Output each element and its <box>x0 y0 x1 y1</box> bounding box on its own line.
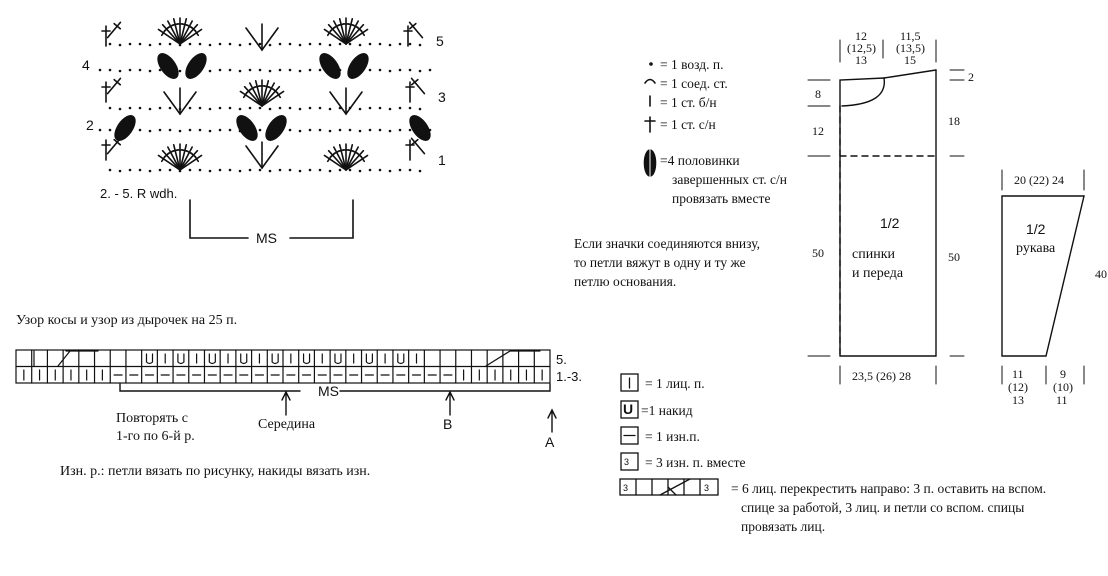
leaf-cluster <box>154 51 182 82</box>
chain-stitch <box>229 43 232 46</box>
chain-stitch <box>399 107 402 110</box>
center-label: Середина <box>258 417 316 432</box>
chain-stitch <box>379 169 382 172</box>
chain-stitch <box>299 44 302 47</box>
chain-stitch <box>319 129 322 132</box>
legend-yo: =1 накид <box>641 403 693 418</box>
chain-stitch <box>319 69 322 72</box>
chain-stitch <box>199 43 202 46</box>
chain-stitch <box>359 130 362 133</box>
sleeve-bottom-right-c: 11 <box>1056 393 1068 407</box>
chain-stitch <box>399 169 402 172</box>
chain-stitch <box>119 44 122 47</box>
cable-row-5: 5. <box>556 352 567 367</box>
chain-stitch <box>169 107 172 110</box>
marker-a: A <box>545 434 555 450</box>
yarn-over-mark <box>398 354 404 364</box>
sleeve-half-label: 1/2 <box>1026 221 1046 237</box>
cable-row-1-3: 1.-3. <box>556 369 583 384</box>
crochet-row-2: 2 <box>86 117 94 133</box>
chain-stitch <box>149 130 152 133</box>
chain-stitch <box>139 169 142 172</box>
yarn-over-mark <box>366 354 372 364</box>
body-dim-8: 8 <box>815 87 821 101</box>
edge-dc-right <box>407 20 426 40</box>
chain-stitch <box>219 69 222 72</box>
legend-sc: = 1 ст. б/н <box>660 95 717 110</box>
chain-stitch <box>209 108 212 111</box>
chain-stitch <box>339 43 342 46</box>
chain-stitch <box>259 129 262 132</box>
crochet-row-4: 4 <box>82 57 90 73</box>
chain-stitch <box>149 108 152 111</box>
body-top-left-b: (12,5) <box>847 41 876 55</box>
chain-stitch <box>159 43 162 46</box>
body-top-right-b: (13,5) <box>896 41 925 55</box>
chain-stitch <box>139 43 142 46</box>
chain-stitch <box>169 169 172 172</box>
chain-stitch <box>419 44 422 47</box>
chain-stitch <box>309 129 312 132</box>
chain-stitch <box>259 107 262 110</box>
chain-stitch <box>189 107 192 110</box>
crochet-ms-label: MS <box>256 230 277 246</box>
chain-stitch <box>99 69 102 72</box>
chain-stitch <box>379 43 382 46</box>
chain-stitch <box>259 69 262 72</box>
crochet-rows-note: 2. - 5. R wdh. <box>100 186 178 201</box>
edge-dc-left <box>105 76 124 96</box>
chain-stitch <box>349 129 352 132</box>
chain-stitch <box>399 129 402 132</box>
fan <box>324 144 367 170</box>
body-bottom-width: 23,5 (26) 28 <box>852 369 911 383</box>
chain-stitch <box>319 107 322 110</box>
chain-stitch <box>329 108 332 111</box>
chain-stitch <box>309 107 312 110</box>
repeat-note-2: 1-го по 6-й р. <box>116 429 195 444</box>
chain-stitch <box>279 43 282 46</box>
body-dim-50-right: 50 <box>948 250 960 264</box>
sleeve-bottom-right-b: (10) <box>1053 380 1073 394</box>
chain-stitch <box>129 69 132 72</box>
chain-stitch <box>369 69 372 72</box>
legend-cable-2: спице за работой, 3 лиц. и петли со вспом. спицы <box>741 500 1025 515</box>
body-top-right-a: 11,5 <box>900 29 921 43</box>
repeat-note-1: Повторять с <box>116 411 188 426</box>
chain-stitch <box>159 169 162 172</box>
chain-stitch <box>369 169 372 172</box>
legend-slip: = 1 соед. ст. <box>660 76 728 91</box>
chain-stitch <box>389 44 392 47</box>
chain-stitch <box>159 107 162 110</box>
edge-dc-left <box>102 140 110 160</box>
yarn-over-mark <box>304 354 310 364</box>
legend-note-2: то петли вяжут в одну и ту же <box>574 255 746 270</box>
chain-stitch <box>199 107 202 110</box>
chain-stitch <box>159 129 162 132</box>
legend-p3tog: = 3 изн. п. вместе <box>645 455 746 470</box>
legend-yo-symbol: U <box>623 401 634 417</box>
cable-ms-label: MS <box>318 383 339 399</box>
sleeve-bottom-right-a: 9 <box>1060 367 1066 381</box>
chain-stitch <box>219 107 222 110</box>
crochet-legend-symbols <box>645 62 656 177</box>
crochet-row-1: 1 <box>438 152 446 168</box>
leaf-cluster <box>316 51 344 82</box>
chain-stitch <box>209 170 212 173</box>
edge-dc-left <box>105 20 124 40</box>
chain-stitch <box>269 170 272 173</box>
body-dim-2: 2 <box>968 70 974 84</box>
chain-stitch <box>109 43 112 46</box>
v-stitch <box>330 88 362 114</box>
chain-stitch <box>299 170 302 173</box>
yarn-over-mark <box>178 354 184 364</box>
chain-stitch <box>409 107 412 110</box>
yarn-over-mark <box>335 354 341 364</box>
chain-stitch <box>409 129 412 132</box>
sleeve-bottom-left-a: 11 <box>1012 367 1024 381</box>
body-half-label: 1/2 <box>880 215 900 231</box>
chain-stitch <box>139 69 142 72</box>
chain-stitch <box>389 170 392 173</box>
chain-stitch <box>389 70 392 73</box>
body-dim-12: 12 <box>812 124 824 138</box>
legend-leaf-2: завершенных ст. с/н <box>672 172 787 187</box>
fan <box>240 80 283 106</box>
chain-stitch <box>329 44 332 47</box>
chain-stitch <box>289 107 292 110</box>
chain-stitch <box>369 107 372 110</box>
chain-stitch <box>359 108 362 111</box>
chain-stitch <box>239 108 242 111</box>
legend-cable-3: провязать лиц. <box>741 519 826 534</box>
chain-stitch <box>349 169 352 172</box>
sleeve-bottom-left-b: (12) <box>1008 380 1028 394</box>
chain-stitch <box>299 108 302 111</box>
body-top-left-c: 13 <box>855 53 867 67</box>
chain-stitch <box>429 69 432 72</box>
v-stitch <box>246 142 278 168</box>
body-dim-50-left: 50 <box>812 246 824 260</box>
chain-stitch <box>309 43 312 46</box>
chain-stitch <box>409 43 412 46</box>
chain-stitch <box>369 129 372 132</box>
chain-stitch <box>119 108 122 111</box>
chain-stitch <box>249 107 252 110</box>
chain-stitch <box>419 170 422 173</box>
chain-stitch <box>179 70 182 73</box>
crochet-row-3: 3 <box>438 89 446 105</box>
chain-stitch <box>289 43 292 46</box>
edge-dc-right <box>409 76 428 96</box>
legend-knit: = 1 лиц. п. <box>645 376 705 391</box>
chain-stitch <box>329 130 332 133</box>
leaf-cluster <box>262 113 290 144</box>
chain-stitch <box>399 69 402 72</box>
body-dim-18: 18 <box>948 114 960 128</box>
chain-stitch <box>209 130 212 133</box>
chain-stitch <box>189 43 192 46</box>
chain-stitch <box>319 169 322 172</box>
chain-stitch <box>109 69 112 72</box>
chain-stitch <box>379 129 382 132</box>
crochet-chart <box>99 18 434 172</box>
chain-stitch <box>169 43 172 46</box>
chain-stitch <box>329 170 332 173</box>
chain-stitch <box>289 169 292 172</box>
chain-stitch <box>209 44 212 47</box>
chain-stitch <box>139 129 142 132</box>
chain-stitch <box>299 130 302 133</box>
chain-stitch <box>309 169 312 172</box>
chain-stitch <box>129 169 132 172</box>
cable-title: Узор косы и узор из дырочек на 25 п. <box>16 313 238 328</box>
wrong-side-note: Изн. р.: петли вязать по рисунку, накиды вязать изн. <box>60 464 371 479</box>
chain-stitch <box>239 70 242 73</box>
chain-stitch <box>349 43 352 46</box>
chain-stitch <box>229 169 232 172</box>
chain-stitch <box>319 43 322 46</box>
chain-stitch <box>269 108 272 111</box>
leaf-cluster <box>111 113 139 144</box>
fan <box>324 18 367 44</box>
leaf-cluster <box>182 51 210 82</box>
chain-stitch <box>279 69 282 72</box>
chain-stitch <box>369 43 372 46</box>
legend-p3tog-symbol: 3 <box>624 457 630 467</box>
chain-stitch <box>409 69 412 72</box>
chain-stitch <box>119 170 122 173</box>
yarn-over-mark <box>272 354 278 364</box>
body-top-right-c: 15 <box>904 53 916 67</box>
chain-stitch <box>169 129 172 132</box>
chain-stitch <box>229 69 232 72</box>
chain-stitch <box>219 169 222 172</box>
leaf-cluster <box>406 113 434 144</box>
sleeve-bottom-left-c: 13 <box>1012 393 1024 407</box>
chain-stitch <box>389 130 392 133</box>
chain-stitch <box>109 107 112 110</box>
chain-stitch <box>269 44 272 47</box>
chain-stitch <box>259 169 262 172</box>
chain-stitch <box>189 169 192 172</box>
chain-stitch <box>279 107 282 110</box>
sleeve-top-width: 20 (22) 24 <box>1014 173 1064 187</box>
fan <box>158 144 201 170</box>
chain-stitch <box>189 129 192 132</box>
chain-stitch <box>199 169 202 172</box>
crochet-row-5: 5 <box>436 33 444 49</box>
sleeve-side-dim: 40 <box>1095 267 1107 281</box>
chain-stitch <box>149 70 152 73</box>
chain-stitch <box>249 169 252 172</box>
legend-note-3: петлю основания. <box>574 274 677 289</box>
legend-leaf-3: провязать вместе <box>672 191 771 206</box>
yarn-over-mark <box>209 354 215 364</box>
sleeve-schematic-outline <box>1002 170 1084 384</box>
legend-chain: = 1 возд. п. <box>660 57 724 72</box>
legend-dc: = 1 ст. с/н <box>660 117 716 132</box>
chain-stitch <box>239 44 242 47</box>
chain-stitch <box>199 129 202 132</box>
fan <box>158 18 201 44</box>
chain-stitch <box>419 108 422 111</box>
marker-b: B <box>443 416 453 432</box>
yarn-over-mark <box>241 354 247 364</box>
chain-stitch <box>359 170 362 173</box>
chain-stitch <box>219 129 222 132</box>
chain-stitch <box>269 70 272 73</box>
chain-stitch <box>339 169 342 172</box>
chain-stitch <box>389 108 392 111</box>
chain-stitch <box>249 43 252 46</box>
chain-stitch <box>209 70 212 73</box>
legend-note-1: Если значки соединяются внизу, <box>574 236 760 251</box>
legend-cable-num-right: 3 <box>704 483 710 493</box>
chain-stitch <box>379 107 382 110</box>
leaf-cluster <box>233 113 261 144</box>
chain-stitch <box>279 169 282 172</box>
v-stitch <box>246 24 278 50</box>
legend-purl: = 1 изн.п. <box>645 429 700 444</box>
body-top-left-a: 12 <box>855 29 867 43</box>
chain-stitch <box>229 129 232 132</box>
body-schematic-outline <box>808 40 964 384</box>
chain-stitch <box>399 43 402 46</box>
chain-stitch <box>309 69 312 72</box>
chain-stitch <box>109 129 112 132</box>
chain-stitch <box>179 130 182 133</box>
leaf-cluster <box>344 51 372 82</box>
chain-stitch <box>299 70 302 73</box>
body-label-2: и переда <box>852 266 904 281</box>
legend-cable-1: = 6 лиц. перекрестить направо: 3 п. оставить на вспом. <box>731 481 1047 496</box>
chain-stitch <box>289 69 292 72</box>
legend-cable-num-left: 3 <box>623 483 629 493</box>
chain-stitch <box>119 70 122 73</box>
chain-stitch <box>139 107 142 110</box>
chain-stitch <box>129 107 132 110</box>
chain-stitch <box>149 170 152 173</box>
chain-stitch <box>419 70 422 73</box>
edge-dc-right <box>406 82 414 102</box>
chain-stitch <box>249 69 252 72</box>
body-label-1: спинки <box>852 247 895 262</box>
v-stitch <box>164 88 196 114</box>
chain-stitch <box>99 129 102 132</box>
chain-stitch <box>379 69 382 72</box>
chain-stitch <box>239 170 242 173</box>
legend-leaf-1: =4 половинки <box>660 153 740 168</box>
chain-stitch <box>339 129 342 132</box>
sleeve-label: рукава <box>1016 241 1056 256</box>
chain-stitch <box>219 43 222 46</box>
chain-stitch <box>229 107 232 110</box>
chain-stitch <box>149 44 152 47</box>
chain-stitch <box>129 43 132 46</box>
chain-stitch <box>109 169 112 172</box>
chain-stitch <box>359 44 362 47</box>
yarn-over-mark <box>147 354 153 364</box>
chain-stitch <box>409 169 412 172</box>
chain-stitch <box>289 129 292 132</box>
